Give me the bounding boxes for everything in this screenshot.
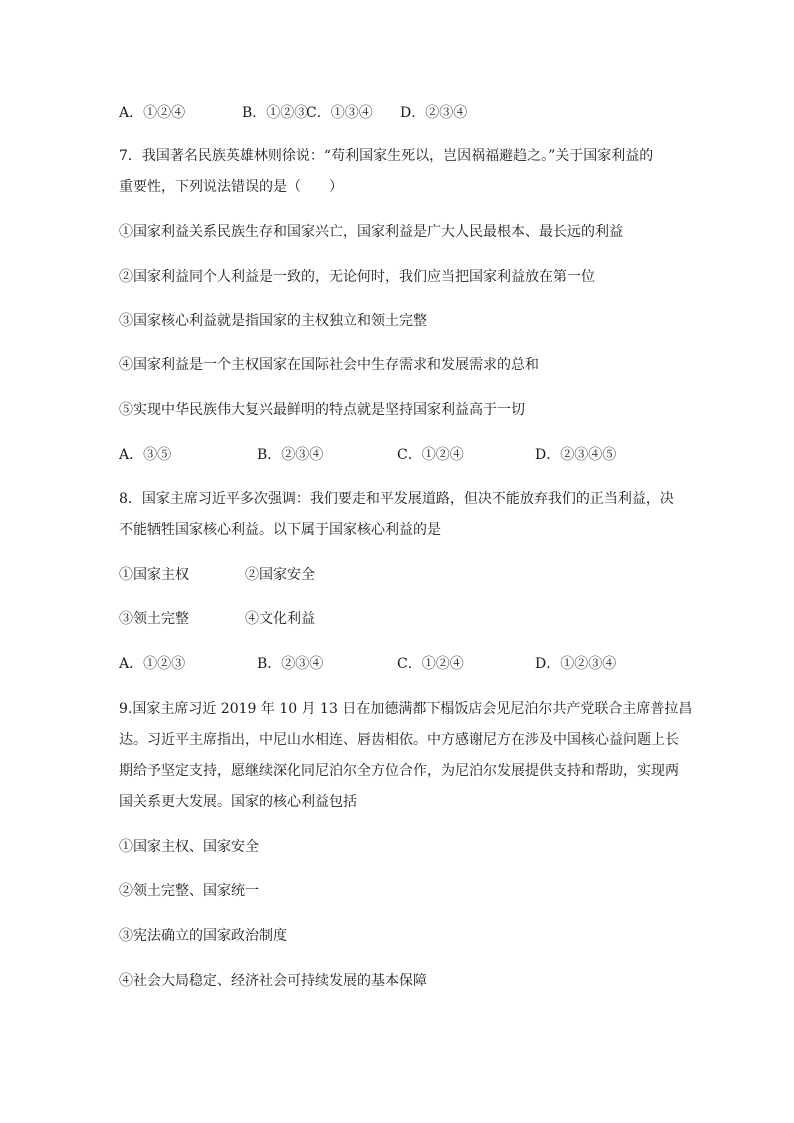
q9-stem-line-2: 达。习近平主席指出，中尼山水相连、唇齿相依。中方感谢尼方在涉及中国核心益问题上长 (119, 732, 679, 748)
q8-stem-line-1: 8．国家主席习近平多次强调：我们要走和平发展道路，但决不能放弃我们的正当利益，决 (119, 491, 674, 507)
q8-stem-line-2: 不能牺牲国家核心利益。以下属于国家核心利益的是 (119, 522, 441, 538)
q8-item-3: ③领土完整 (119, 611, 189, 627)
q6-option-b: B．①②③ (242, 105, 309, 121)
q8-option-d: D．①②③④ (535, 656, 617, 672)
q7-option-b: B．②③④ (257, 447, 324, 463)
q7-item-2: ②国家利益同个人利益是一致的，无论何时，我们应当把国家利益放在第一位 (119, 269, 595, 285)
q6-option-a: A．①②④ (119, 105, 186, 121)
q6-option-d: D．②③④ (400, 105, 468, 121)
q7-item-5: ⑤实现中华民族伟大复兴最鲜明的特点就是坚持国家利益高于一切 (119, 402, 525, 418)
q7-option-d: D．②③④⑤ (535, 447, 617, 463)
q8-item-1: ①国家主权 (119, 567, 189, 583)
q7-stem-line-1: 7．我国著名民族英雄林则徐说：“苟利国家生死以，岂因祸福避趋之。”关于国家利益的 (119, 148, 654, 164)
q9-stem-line-3: 期给予坚定支持，愿继续深化同尼泊尔全方位合作，为尼泊尔发展提供支持和帮助，实现两 (119, 763, 679, 779)
q9-stem-line-4: 国关系更大发展。国家的核心利益包括 (119, 794, 357, 810)
q6-option-c: C．①③④ (306, 105, 373, 121)
q8-option-b: B．②③④ (257, 656, 324, 672)
q8-item-4: ④文化利益 (245, 611, 315, 627)
q9-item-3: ③宪法确立的国家政治制度 (119, 928, 287, 944)
q9-item-2: ②领土完整、国家统一 (119, 883, 259, 899)
q8-option-c: C．①②④ (397, 656, 464, 672)
q9-stem-line-1: 9.国家主席习近 2019 年 10 月 13 日在加德满都下榻饭店会见尼泊尔共产党联合主席普拉昌 (119, 701, 693, 717)
q9-item-4: ④社会大局稳定、经济社会可持续发展的基本保障 (119, 973, 427, 989)
q7-item-1: ①国家利益关系民族生存和国家兴亡，国家利益是广大人民最根本、最长远的利益 (119, 224, 623, 240)
q8-item-2: ②国家安全 (245, 567, 315, 583)
q8-option-a: A．①②③ (119, 656, 186, 672)
q7-option-c: C．①②④ (397, 447, 464, 463)
q7-option-a: A．③⑤ (119, 447, 172, 463)
q7-stem-line-2: 重要性，下列说法错误的是（ ） (119, 179, 343, 195)
q7-item-4: ④国家利益是一个主权国家在国际社会中生存需求和发展需求的总和 (119, 357, 539, 373)
q9-item-1: ①国家主权、国家安全 (119, 839, 259, 855)
q7-item-3: ③国家核心利益就是指国家的主权独立和领土完整 (119, 313, 427, 329)
